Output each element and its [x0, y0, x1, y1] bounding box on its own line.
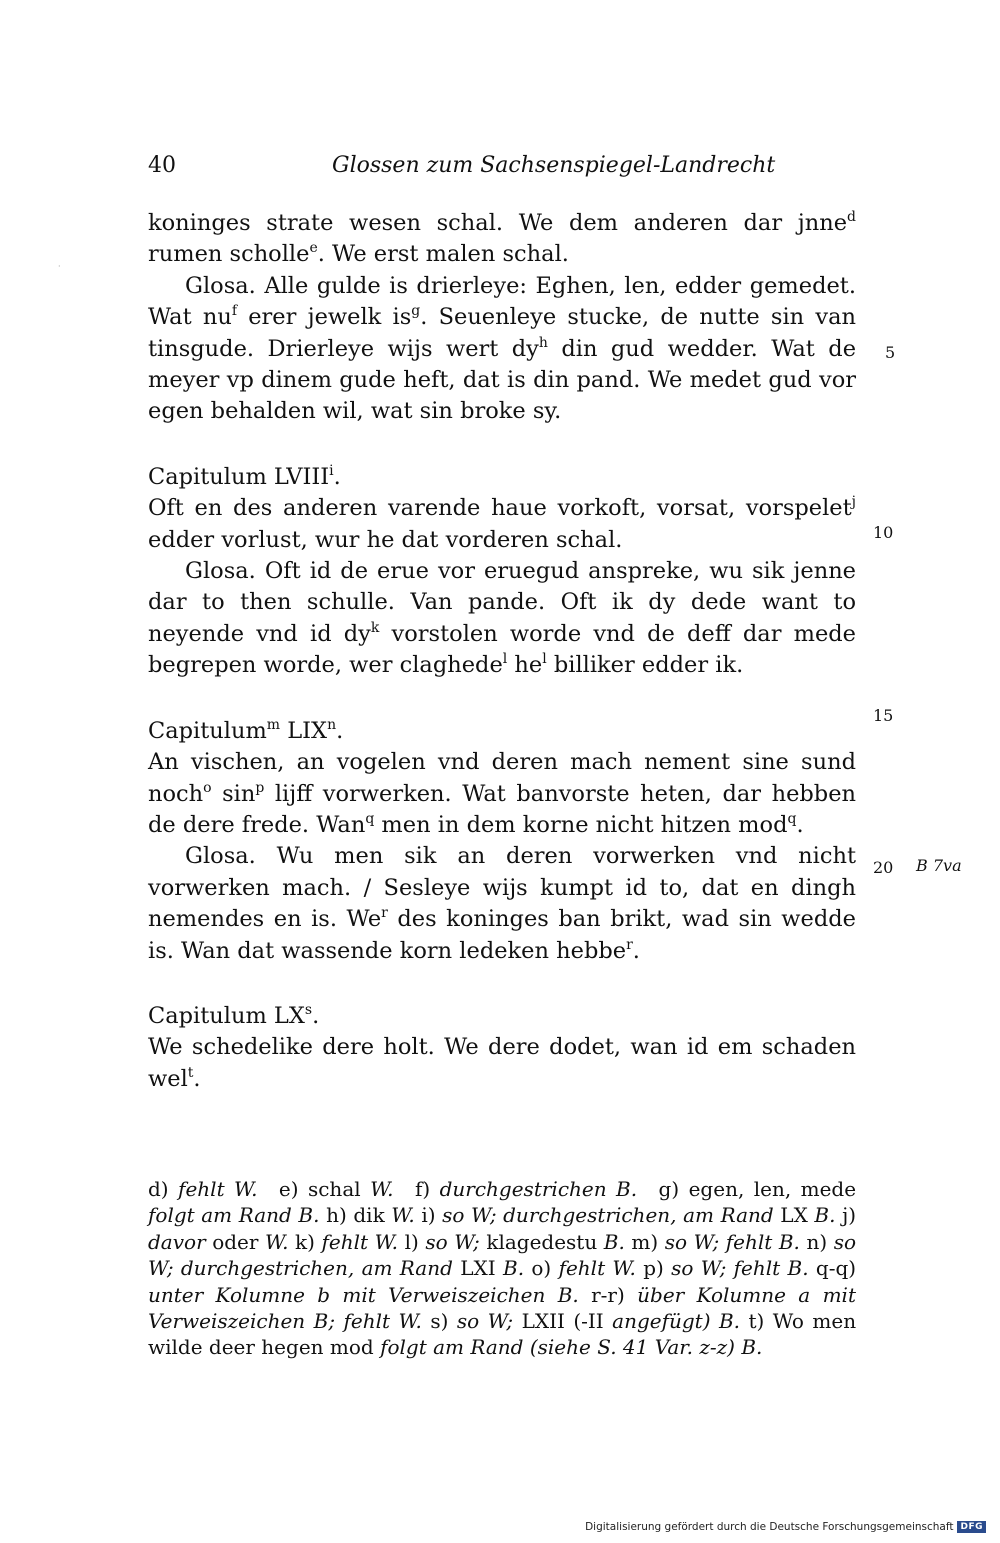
footnote-f: f) durchgestrichen B. [414, 1177, 638, 1201]
running-head: Glossen zum Sachsenspiegel-Landrecht [332, 153, 776, 178]
footnote-k: k) fehlt W. [295, 1229, 399, 1254]
glosa-paragraph-3: Glosa. Wu men sik an deren vorwerken vnd nicht vorwerken mach. / Sesleye wijs kumpt id to, dat en dingh nemendes en is. We$^r$ des koninges ban brikt, wad sin wedde is. Wan dat wassende korn ledeken hebbe$^r$. [148, 843, 856, 964]
footnote-g: g) egen, len, mede folgt am Rand B. [148, 1177, 857, 1228]
stray-mark: · [58, 262, 61, 271]
footnote-s: s) so W; LXII (-II angefügt) B. [430, 1309, 740, 1334]
footnote-j: j) davor oder W. [148, 1203, 857, 1254]
footnote-r: r-r) über Kolumne a mit Verweiszeichen B; fehlt W. [148, 1282, 856, 1334]
footnote-n: n) so W; durchgestrichen, am Rand LXI B. [148, 1229, 857, 1281]
footnote-q: q-q) unter Kolumne b mit Verweiszeichen B. [148, 1256, 857, 1307]
line-number-10: 10 [873, 523, 894, 542]
glosa-paragraph-1: Glosa. Alle gulde is drierleye: Eghen, len, edder gemedet. Wat $nu^f$ erer jewelk $is^g$. Seuenleye stucke, de nutte sin van tinsgude. Drierleye wijs wert $dy^h$ din gud wedder. Wat de meyer vp dinem gude heft, dat is din pand. We medet gud vor egen behalden wil, wat sin broke sy. [148, 272, 857, 425]
footnote-t: t) Wo men wilde deer hegen mod folgt am Rand (siehe S. 41 Var. z-z) B. [148, 1309, 857, 1360]
footnotes [148, 1176, 856, 1361]
footnote-e: e) schal W. [278, 1177, 394, 1201]
chapter-heading-lx: Capitulum $LX^s$. [148, 1001, 320, 1029]
paragraph-3: Oft en des anderen varende haue vorkoft, vorsat, vorspelet$^j$ edder vorlust, wur he dat vorderen schal. [148, 494, 856, 553]
footnote-m: m) so W; fehlt B. [631, 1229, 800, 1254]
line-number-5: 5 [885, 343, 896, 362]
margin-reference: B 7va [916, 856, 962, 875]
chapter-heading-lviii: Capitulum LVIII$^i$. [148, 462, 341, 490]
footnote-i: i) so W; durchgestrichen, am Rand LX B. [421, 1203, 836, 1228]
footnote-l: l) so W; klagedestu B. [404, 1229, 625, 1254]
footnote-o: o) fehlt W. [531, 1256, 636, 1281]
page-number: 40 [148, 153, 176, 178]
dfg-credit [585, 1521, 986, 1533]
paragraph-1: koninges strate wesen schal. We dem anderen dar jnne$^d$ rumen scholle$^e$. We erst malen schal. [148, 209, 856, 268]
credit-text: Digitalisierung gefördert durch die Deutsche Forschungsgemeinschaft [585, 1521, 954, 1533]
paragraph-7: We schedelike dere holt. We dere dodet, wan id em schaden wel$^t$. [148, 1034, 856, 1092]
footnote-d: d) fehlt W. [148, 1177, 258, 1201]
paragraph-5: An vischen, an vogelen vnd deren mach nement sine sund noch$^o$ $\sin^p$ lijff vorwerken. Wat banvorste heten, dar hebben de dere frede. Wan$^q$ men in dem korne nicht hitzen mod$^q$. [148, 749, 856, 838]
line-number-20: 20 [873, 858, 894, 877]
dfg-logo: DFG [957, 1521, 986, 1533]
chapter-heading-lix: Capitulum$^m$ LIX$^n$. [148, 716, 344, 744]
body-text [148, 208, 856, 1095]
footnote-p: p) so W; fehlt B. [643, 1256, 809, 1281]
line-number-15: 15 [873, 706, 894, 725]
footnote-h: h) dik W. [326, 1203, 415, 1228]
glosa-paragraph-2: Glosa. Oft id de erue vor eruegud anspreke, wu sik jenne dar to then schulle. Van pande. Oft ik dy dede want to neyende vnd id $dy^k$ vorstolen worde vnd de deff dar mede begrepen worde, wer claghede$^l$ $he^l$ billiker edder ik. [148, 558, 856, 679]
